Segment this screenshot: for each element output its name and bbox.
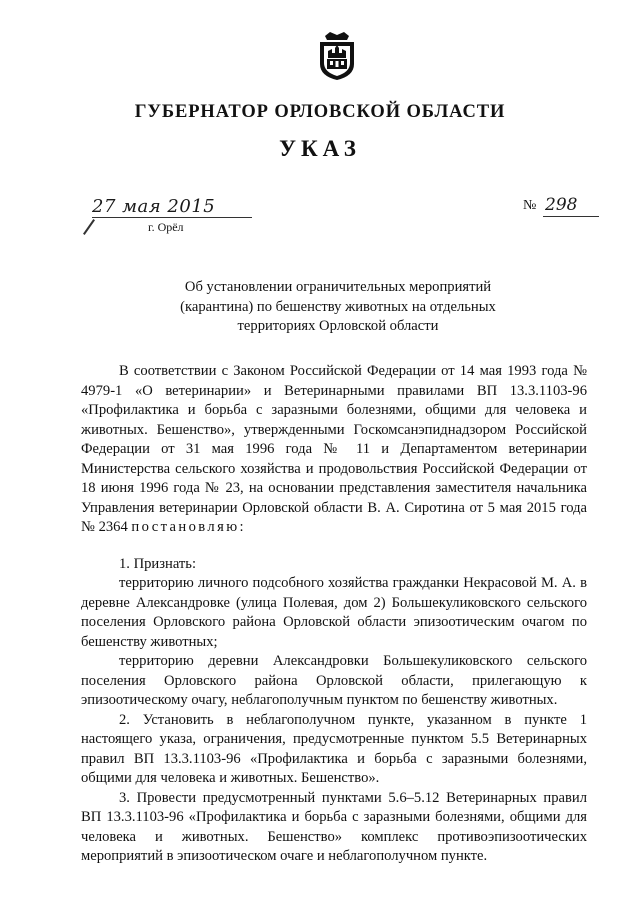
date-underline [92, 217, 252, 218]
subject-line: территориях Орловской области [237, 318, 439, 334]
decree-word: постановляю: [131, 519, 246, 535]
item-1-subparagraph: территорию личного подсобного хозяйства гражданки Некрасовой М. А. в деревне Александровке (улица Полевая, дом 2) Большекуликовского сельского поселения Орловского района Орловской области эпизоотическим очагом по бешенству животных; [81, 575, 587, 650]
item-1-subparagraph: территорию деревни Александровки Большекуликовского сельского поселения Орловского района Орловской области, прилегающую к эпизоотическому очагу, неблагополучным пунктом по бешенству животных. [81, 653, 587, 708]
item-1-heading: 1. Признать: [119, 555, 197, 572]
date-slash-mark [83, 219, 95, 235]
number-underline [543, 216, 599, 217]
document-subject [160, 278, 516, 337]
subject-line: Об установлении ограничительных мероприятий [184, 279, 492, 295]
item-2-paragraph: 2. Установить в неблагополучном пункте, указанном в пункте 1 настоящего указа, ограничения, предусмотренные пунктом 5.5 Ветеринарных правил ВП 13.3.1103-96 «Профилактика и борьба с заразными болезнями, общими для человека и животных. Бешенство». [81, 711, 587, 786]
preamble-paragraph [81, 362, 587, 538]
number-sign: № [523, 198, 537, 213]
item-3-paragraph: 3. Провести предусмотренный пунктами 5.6–5.12 Ветеринарных правил ВП 13.3.1103-96 «Профилактика и борьба с заразными болезнями, общими для человека и животных. Бешенство» комплекс противоэпизоотических мероприятий в эпизоотическом очаге и неблагополучном пункте. [81, 789, 587, 864]
preamble-text: В соответствии с Законом Российской Федерации от 14 мая 1993 года № 4979-1 «О ветеринарии» и Ветеринарными правилами ВП 13.3.1103-96 «Профилактика и борьба с заразными болезнями, общими для человека и животных. Бешенство», утвержденными Госкомсанэпиднадзором Российской Федерации от 31 мая 1996 года № 11 и Департаментом ветеринарии Министерства сельского хозяйства и продовольствия Российской Федерации от 18 июня 1996 года № 23, на основании представления заместителя начальника Управления ветеринарии Орловской области В. А. Сиротина от 5 мая 2015 года № 2364 [81, 363, 587, 535]
document-number-handwritten: 298 [545, 195, 578, 215]
document-date-handwritten: 27 мая 2015 [92, 196, 216, 217]
subject-line: (карантина) по бешенству животных на отдельных [180, 298, 496, 315]
document-body [81, 362, 587, 867]
issuing-authority: ГУБЕРНАТОР ОРЛОВСКОЙ ОБЛАСТИ [134, 102, 506, 122]
document-type: УКАЗ [279, 136, 361, 161]
coat-of-arms-emblem [316, 30, 358, 82]
document-city: г. Орёл [148, 220, 184, 234]
document-number [523, 195, 578, 215]
